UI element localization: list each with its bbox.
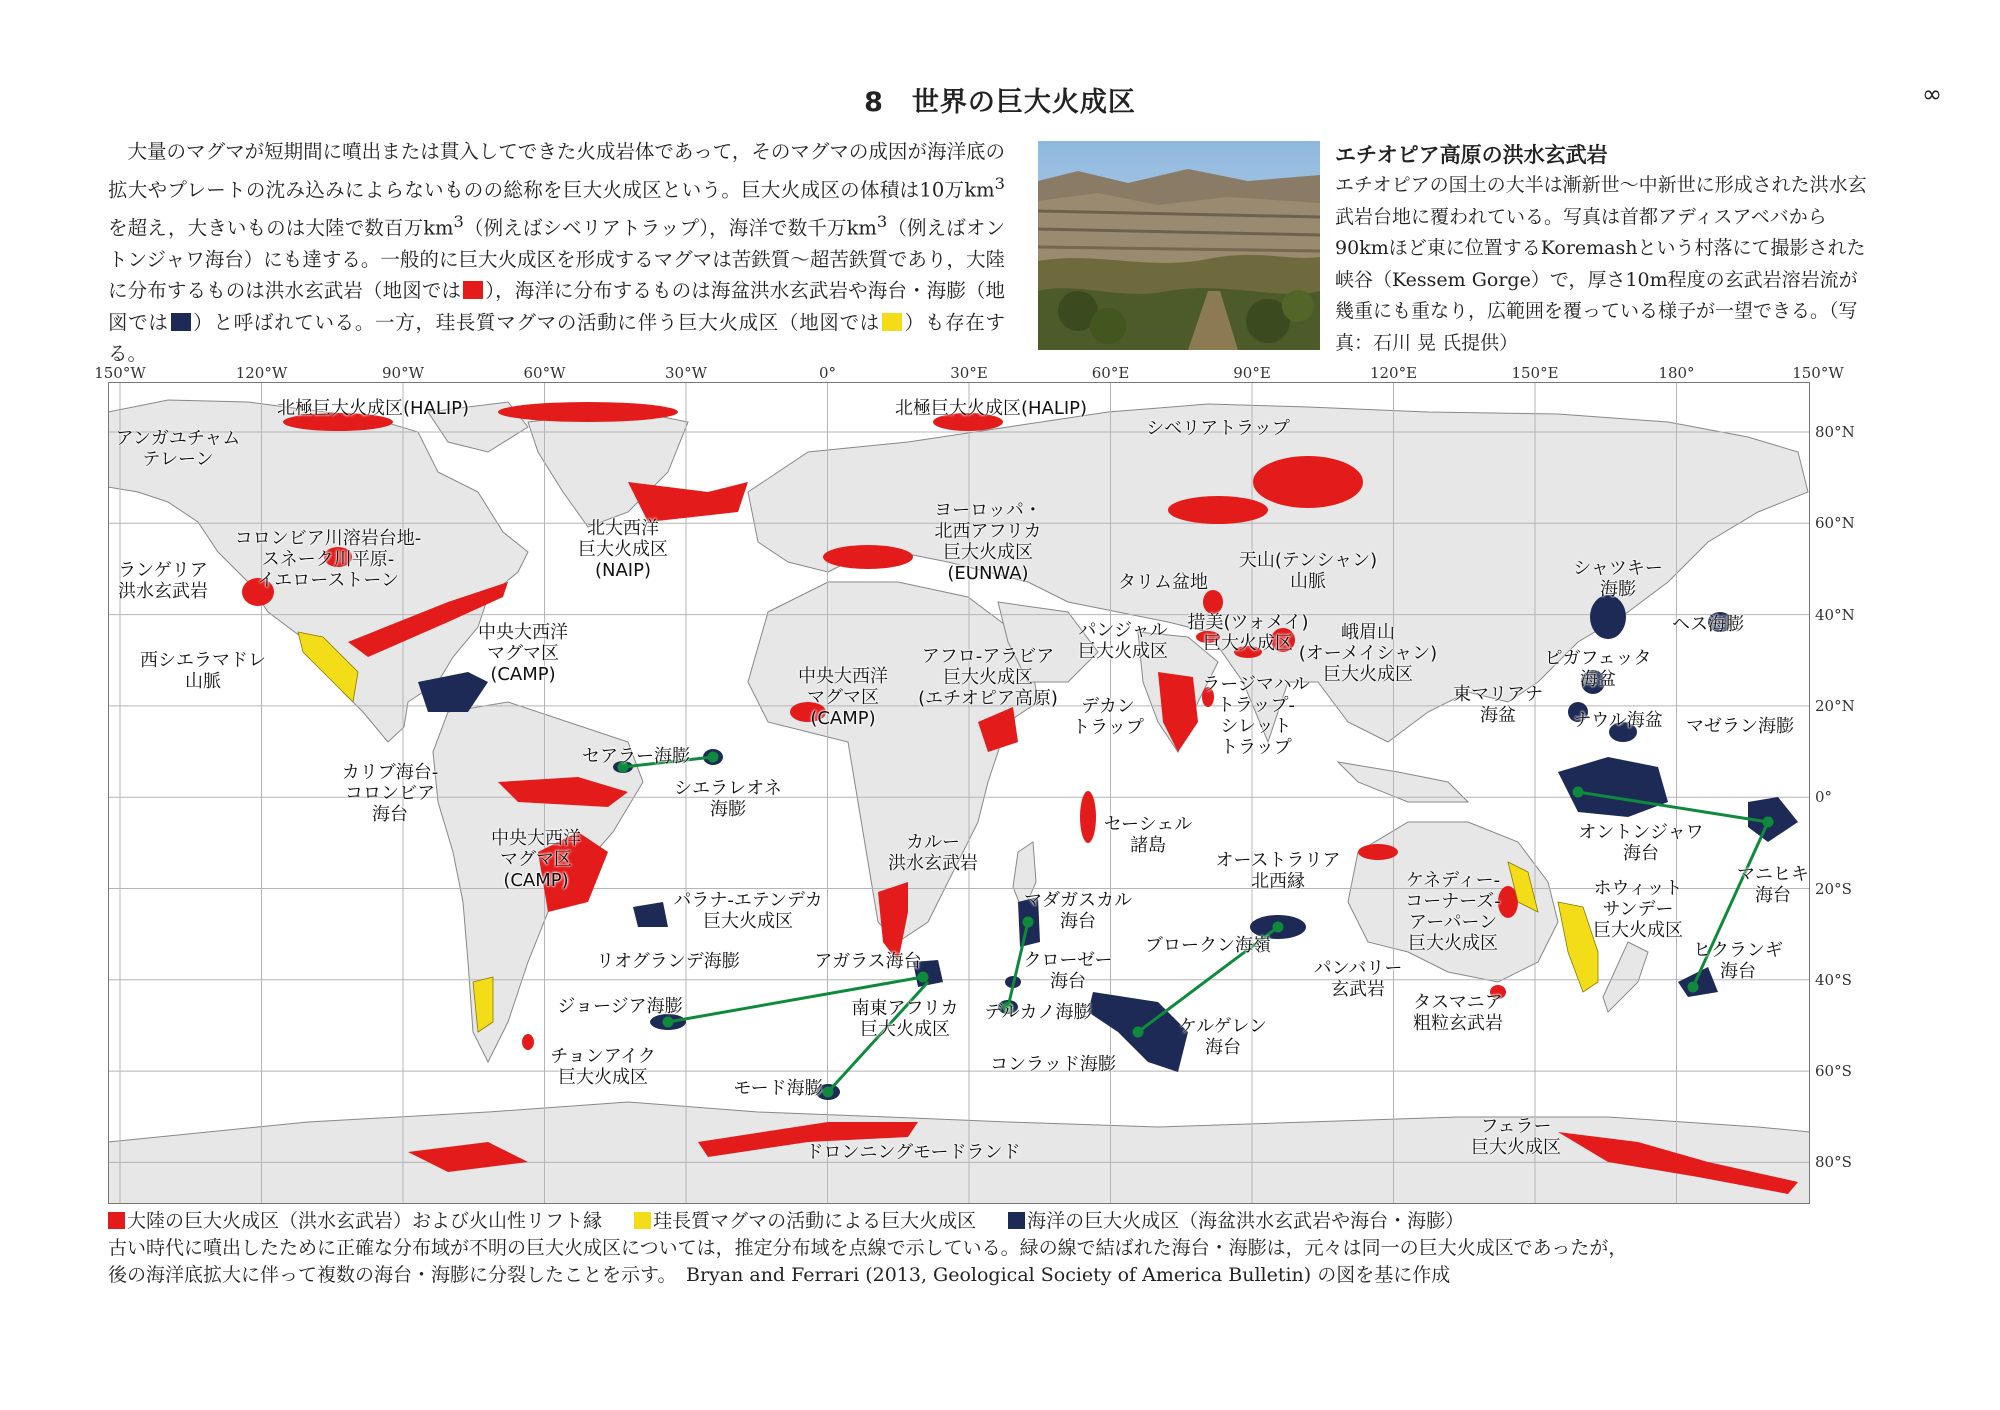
longitude-tick-label: 90°W (381, 364, 425, 382)
longitude-tick-label: 180° (1658, 364, 1695, 382)
legend-note-1: 古い時代に噴出したために正確な分布域が不明の巨大火成区については，推定分布域を点線で示している。緑の線で結ばれた海台・海膨は，元々は同一の巨大火成区であったが， (108, 1237, 1628, 1259)
red-swatch-icon (463, 281, 483, 299)
photo-title: エチオピア高原の洪水玄武岩 (1335, 143, 1608, 167)
label-seychelles: セーシェル 諸島 (1103, 814, 1193, 856)
label-east-mariana: 東マリアナ 海盆 (1453, 684, 1543, 726)
label-halip-west: 北極巨大火成区(HALIP) (276, 398, 470, 419)
superscript-3: 3 (994, 173, 1005, 193)
latitude-tick-label: 20°N (1815, 696, 1855, 715)
label-dronning-maud: ドロンニングモードランド (805, 1142, 1021, 1163)
label-angayucham: アンガユチャム テレーン (115, 428, 241, 470)
label-sierra-leone: シエラレオネ 海膨 (674, 778, 782, 820)
label-crozet: クローゼー 海台 (1023, 950, 1113, 992)
label-rio-grande: リオグランデ海膨 (596, 951, 740, 972)
label-panjal: パンジャル 巨大火成区 (1078, 620, 1168, 662)
legend-continental-label: 大陸の巨大火成区（洪水玄武岩）および火山性リフト縁 (127, 1210, 603, 1232)
label-nw-australia: オーストラリア 北西縁 (1215, 850, 1341, 892)
halip-region (498, 402, 678, 422)
legend-silicic-label: 珪長質マグマの活動による巨大火成区 (653, 1210, 977, 1232)
longitude-tick-label: 30°E (950, 364, 988, 382)
superscript-3: 3 (876, 211, 888, 231)
seychelles-region (1080, 791, 1096, 843)
label-camp-na: 中央大西洋 マグマ区 (CAMP) (478, 622, 568, 685)
intro-text-2: を超え，大きいものは大陸で数百万km (108, 216, 454, 239)
label-madagascar: マダガスカル 海台 (1024, 890, 1132, 932)
eunwa-region (823, 545, 913, 569)
label-eunwa: ヨーロッパ・ 北西アフリカ 巨大火成区 (EUNWA) (934, 500, 1042, 584)
longitude-tick-label: 30°W (664, 364, 708, 382)
latitude-tick-label: 40°N (1815, 605, 1855, 624)
photo-caption: エチオピアの国土の大半は漸新世～中新世に形成された洪水玄武岩台地に覆われている。写真は首都アディスアベバから90kmほど東に位置するKoremashという村落にて撮影された峡谷（Kessem Gorge）で，厚さ10m程度の玄武岩溶岩流が幾重にも重なり，広範囲を覆っている様子が一望できる。（写真：石川 晃 氏提供） (1335, 174, 1867, 354)
label-conrad: コンラッド海膨 (990, 1054, 1116, 1075)
label-tsomei: 措美(ツォメイ) 巨大火成区 (1187, 612, 1309, 654)
world-map (108, 382, 1810, 1204)
page-title: 8 世界の巨大火成区 (864, 87, 1136, 118)
page-mark: ∞ (1922, 80, 1942, 108)
legend (108, 1208, 1627, 1289)
label-del-cano: デルカノ海膨 (984, 1002, 1092, 1023)
label-camp-africa: 中央大西洋 マグマ区 (CAMP) (798, 666, 888, 729)
intro-text-5: ），海洋に分布するものは海盆洪水玄武岩や海台・海膨（地図では (108, 279, 1005, 334)
longitude-tick-label: 60°E (1091, 364, 1130, 382)
label-whitsunday: ホウィット サンデー 巨大火成区 (1593, 878, 1683, 941)
superscript-3: 3 (453, 211, 464, 231)
label-rajmahal: ラージマハル トラップ- シレット トラップ (1202, 674, 1310, 758)
legend-row (108, 1208, 1627, 1235)
label-magellan: マゼラン海膨 (1686, 716, 1794, 737)
legend-note-2: 後の海洋底拡大に伴って複数の海台・海膨に分裂したことを示す。 Bryan and Ferrari (2013, Geological Society of America Bulletin) の図を基に作成 (108, 1264, 1451, 1286)
longitude-tick-label: 150°W (94, 364, 146, 382)
label-hikurangi: ヒクランギ 海台 (1693, 940, 1783, 982)
legend-oceanic-label: 海洋の巨大火成区（海盆洪水玄武岩や海台・海膨） (1027, 1210, 1465, 1232)
latitude-tick-label: 40°S (1815, 970, 1852, 989)
label-se-africa: 南東アフリカ 巨大火成区 (851, 998, 959, 1040)
tarim-region (1203, 590, 1223, 614)
label-pigafetta: ピガフェッタ 海盆 (1544, 648, 1652, 690)
label-georgia-rise: ジョージア海膨 (557, 996, 683, 1017)
latitude-tick-label: 80°S (1815, 1153, 1852, 1172)
label-bunbury: パンバリー 玄武岩 (1313, 958, 1403, 1000)
label-camp-sa: 中央大西洋 マグマ区 (CAMP) (491, 828, 581, 891)
longitude-tick-label: 90°E (1233, 364, 1271, 382)
intro-paragraph (108, 136, 1005, 370)
legend-item-oceanic (1008, 1210, 1464, 1232)
label-sierra-madre: 西シエラマドレ 山脈 (140, 650, 266, 692)
label-ceara: セアラー海膨 (582, 746, 690, 767)
nw-australia-region (1358, 844, 1398, 860)
longitude-tick-label: 150°W (1792, 364, 1844, 382)
label-tarim: タリム盆地 (1118, 572, 1208, 593)
intro-text-1: 大量のマグマが短期間に噴出または貫入してできた火成岩体であって，そのマグマの成因が海洋底の拡大やプレートの沈み込みによらないものの総称を巨大火成区という。巨大火成区の体積は10万km (108, 140, 1005, 201)
yellow-swatch-icon (882, 313, 902, 331)
longitude-tick-label: 120°W (235, 364, 288, 382)
navy-swatch-icon (171, 313, 191, 331)
yellow-square-icon (634, 1212, 651, 1229)
label-emeishan: 峨眉山 (オーメイシャン) 巨大火成区 (1298, 622, 1438, 685)
label-nauru: ナウル海盆 (1573, 710, 1663, 731)
shatsky-rise-region (1590, 595, 1626, 639)
intro-text-7: ）も存在する。 (108, 310, 1005, 365)
label-maud-rise: モード海膨 (733, 1078, 823, 1099)
latitude-tick-label: 80°N (1815, 423, 1855, 441)
siberian-traps-region (1168, 496, 1268, 524)
longitude-tick-label: 120°E (1369, 364, 1418, 382)
label-afro-arabia: アフロ-アラビア 巨大火成区 (エチオピア高原) (918, 646, 1058, 709)
intro-text-6: ）と呼ばれている。一方，珪長質マグマの活動に伴う巨大火成区（地図では (192, 310, 880, 334)
label-tianshan: 天山(テンシャン) 山脈 (1238, 550, 1378, 592)
longitude-tick-label: 150°E (1511, 364, 1559, 382)
label-naip: 北大西洋 巨大火成区 (NAIP) (578, 518, 668, 581)
legend-item-silicic (634, 1210, 976, 1232)
chon-aike-region (522, 1034, 534, 1050)
latitude-tick-label: 0° (1815, 788, 1833, 807)
ethiopia-gorge-photo (1038, 141, 1320, 350)
longitude-tick-label: 0° (818, 364, 837, 382)
label-kerguelen: ケルゲレン 海台 (1179, 1016, 1267, 1058)
label-hess: ヘス海膨 (1672, 614, 1744, 635)
label-ontong-java: オントンジャワ 海台 (1578, 822, 1704, 864)
latitude-tick-label: 60°S (1815, 1062, 1852, 1081)
siberian-traps-region (1253, 456, 1363, 508)
label-halip-east: 北極巨大火成区(HALIP) (894, 398, 1088, 419)
label-chon-aike: チョンアイク 巨大火成区 (550, 1046, 656, 1088)
red-square-icon (108, 1212, 125, 1229)
label-karoo: カルー 洪水玄武岩 (888, 832, 978, 874)
label-agulhas: アガラス海台 (814, 951, 922, 972)
label-parana-etendeka: パラナ-エテンデカ 巨大火成区 (673, 890, 823, 932)
intro-text-3: （例えばシベリアトラップ），海洋で数千万km (463, 216, 877, 239)
label-kennedy-connors: ケネディー- コーナーズ- アーパーン 巨大火成区 (1405, 870, 1501, 954)
label-tasmania: タスマニア 粗粒玄武岩 (1413, 992, 1503, 1034)
intro-text-4: （例えばオントンジャワ海台）にも達する。一般的に巨大火成区を形成するマグマは苦鉄質～超苦鉄質であり，大陸に分布するものは洪水玄武岩（地図では (108, 216, 1005, 302)
label-shatsky: シャツキー 海膨 (1573, 558, 1663, 600)
longitude-tick-label: 60°W (523, 364, 566, 382)
label-siberian-traps: シベリアトラップ (1146, 418, 1290, 439)
label-deccan: デカン トラップ (1072, 696, 1144, 738)
label-ferrar: フェラー 巨大火成区 (1471, 1116, 1561, 1158)
latitude-tick-label: 20°S (1815, 879, 1852, 898)
label-manihiki: マニヒキ 海台 (1737, 864, 1809, 906)
label-columbia-river: コロンビア川溶岩台地- スネーク川平原- イエローストーン (234, 528, 422, 591)
legend-item-continental (108, 1210, 602, 1232)
label-wrangellia: ランゲリア 洪水玄武岩 (118, 560, 208, 602)
navy-square-icon (1008, 1212, 1025, 1229)
label-broken-ridge: ブロークン海嶺 (1145, 935, 1271, 956)
latitude-tick-label: 60°N (1815, 514, 1855, 533)
label-caribbean: カリブ海台- コロンビア 海台 (341, 762, 439, 825)
